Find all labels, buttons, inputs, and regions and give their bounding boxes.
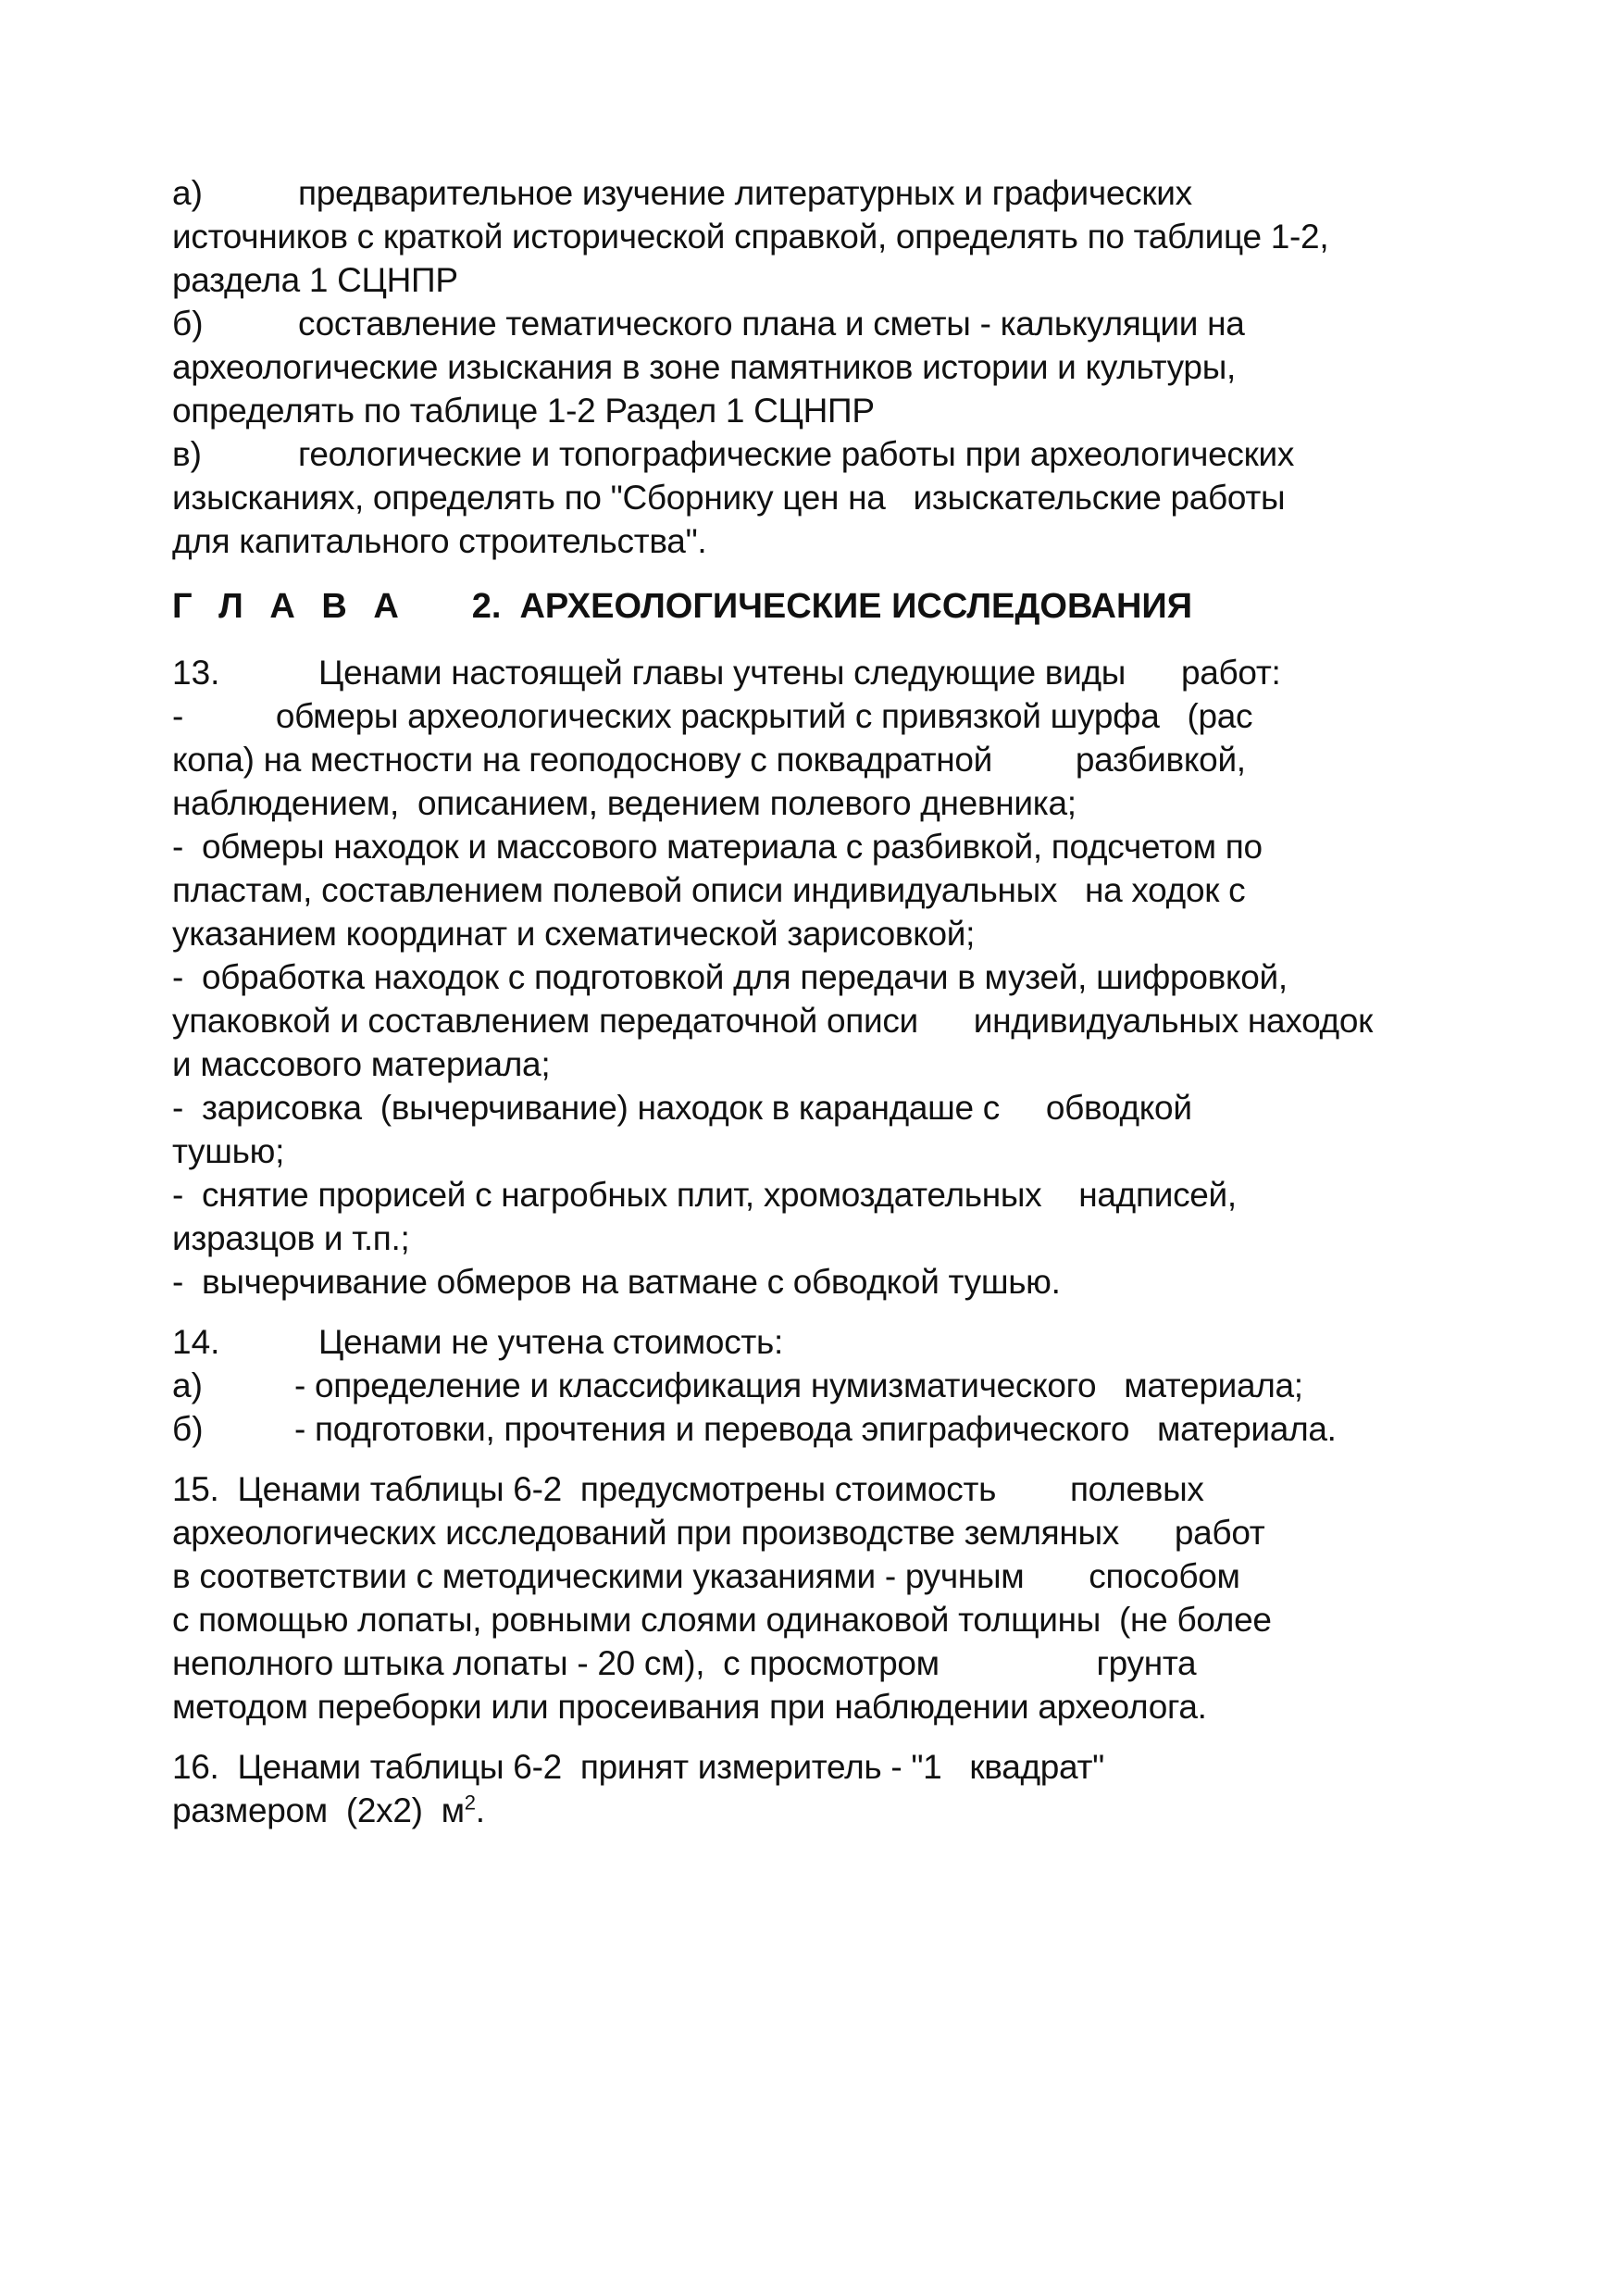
chapter-label: Г Л А В А bbox=[172, 587, 407, 626]
text-line: тушью; bbox=[172, 1132, 285, 1170]
item-14-number: 14. bbox=[172, 1323, 220, 1361]
text-line: для капитального строительства". bbox=[172, 522, 707, 560]
text-line: Ценами не учтена стоимость: bbox=[318, 1323, 784, 1361]
text-line: определять по таблице 1-2 Раздел 1 СЦНПР bbox=[172, 392, 875, 430]
text-fragment: размером (2х2) м bbox=[172, 1791, 465, 1829]
text-line: в соответствии с методическими указаниями - ручным способом bbox=[172, 1557, 1240, 1595]
text-line: геологические и топографические работы при археологических bbox=[298, 435, 1295, 473]
text-line: - снятие прорисей с нагробных плит, хромоздательных надписей, bbox=[172, 1176, 1237, 1214]
marker-b: б) bbox=[172, 305, 204, 343]
text-line: Ценами настоящей главы учтены следующие виды работ: bbox=[318, 654, 1281, 692]
text-line: упаковкой и составлением передаточной описи индивидуальных находок bbox=[172, 1002, 1373, 1040]
text-line: указанием координат и схематической зарисовкой; bbox=[172, 915, 976, 953]
text-line: - зарисовка (вычерчивание) находок в карандаше с обводкой bbox=[172, 1089, 1192, 1127]
chapter-title: АРХЕОЛОГИЧЕСКИЕ ИССЛЕДОВАНИЯ bbox=[519, 587, 1193, 626]
superscript: 2 bbox=[464, 1791, 476, 1815]
text-line: неполного штыка лопаты - 20 см), с просмотром грунта bbox=[172, 1644, 1197, 1682]
text-line: копа) на местности на геоподоснову с поквадратной разбивкой, bbox=[172, 741, 1246, 779]
text-line: - обмеры археологических раскрытий с привязкой шурфа (рас bbox=[172, 697, 1253, 735]
item-13-number: 13. bbox=[172, 654, 220, 692]
text-line: и массового материала; bbox=[172, 1045, 551, 1083]
text-line: раздела 1 СЦНПР bbox=[172, 261, 458, 299]
text-line: изразцов и т.п.; bbox=[172, 1219, 410, 1257]
text-line: - обработка находок с подготовкой для передачи в музей, шифровкой, bbox=[172, 958, 1288, 996]
text-line: с помощью лопаты, ровными слоями одинаковой толщины (не более bbox=[172, 1601, 1272, 1639]
text-line-with-superscript bbox=[172, 1790, 485, 1832]
text-line: - определение и классификация нумизматического материала; bbox=[294, 1366, 1303, 1404]
marker-v: в) bbox=[172, 435, 202, 473]
text-line: источников с краткой исторической справкой, определять по таблице 1-2, bbox=[172, 218, 1329, 256]
text-line: пластам, составлением полевой описи индивидуальных на ходок с bbox=[172, 871, 1246, 909]
text-fragment: . bbox=[475, 1791, 485, 1829]
text-line: 16. Ценами таблицы 6-2 принят измеритель - "1 квадрат" bbox=[172, 1748, 1105, 1786]
text-line: 15. Ценами таблицы 6-2 предусмотрены стоимость полевых bbox=[172, 1470, 1204, 1508]
text-line: археологических исследований при производстве земляных работ bbox=[172, 1514, 1265, 1552]
item-14-marker-b: б) bbox=[172, 1410, 204, 1448]
chapter-number: 2. bbox=[471, 587, 502, 626]
chapter-heading bbox=[172, 585, 1192, 628]
text-line: предварительное изучение литературных и графических bbox=[298, 174, 1192, 212]
text-line: археологические изыскания в зоне памятников истории и культуры, bbox=[172, 348, 1236, 386]
text-line: - обмеры находок и массового материала с разбивкой, подсчетом по bbox=[172, 828, 1263, 866]
marker-a: а) bbox=[172, 174, 203, 212]
text-line: наблюдением, описанием, ведением полевого дневника; bbox=[172, 784, 1077, 822]
text-line: методом переборки или просеивания при наблюдении археолога. bbox=[172, 1688, 1207, 1726]
item-14-marker-a: а) bbox=[172, 1366, 203, 1404]
text-line: - подготовки, прочтения и перевода эпиграфического материала. bbox=[294, 1410, 1337, 1448]
text-line: - вычерчивание обмеров на ватмане с обводкой тушью. bbox=[172, 1263, 1061, 1301]
text-line: составление тематического плана и сметы - калькуляции на bbox=[298, 305, 1245, 343]
text-line: изысканиях, определять по "Сборнику цен на изыскательские работы bbox=[172, 479, 1286, 517]
